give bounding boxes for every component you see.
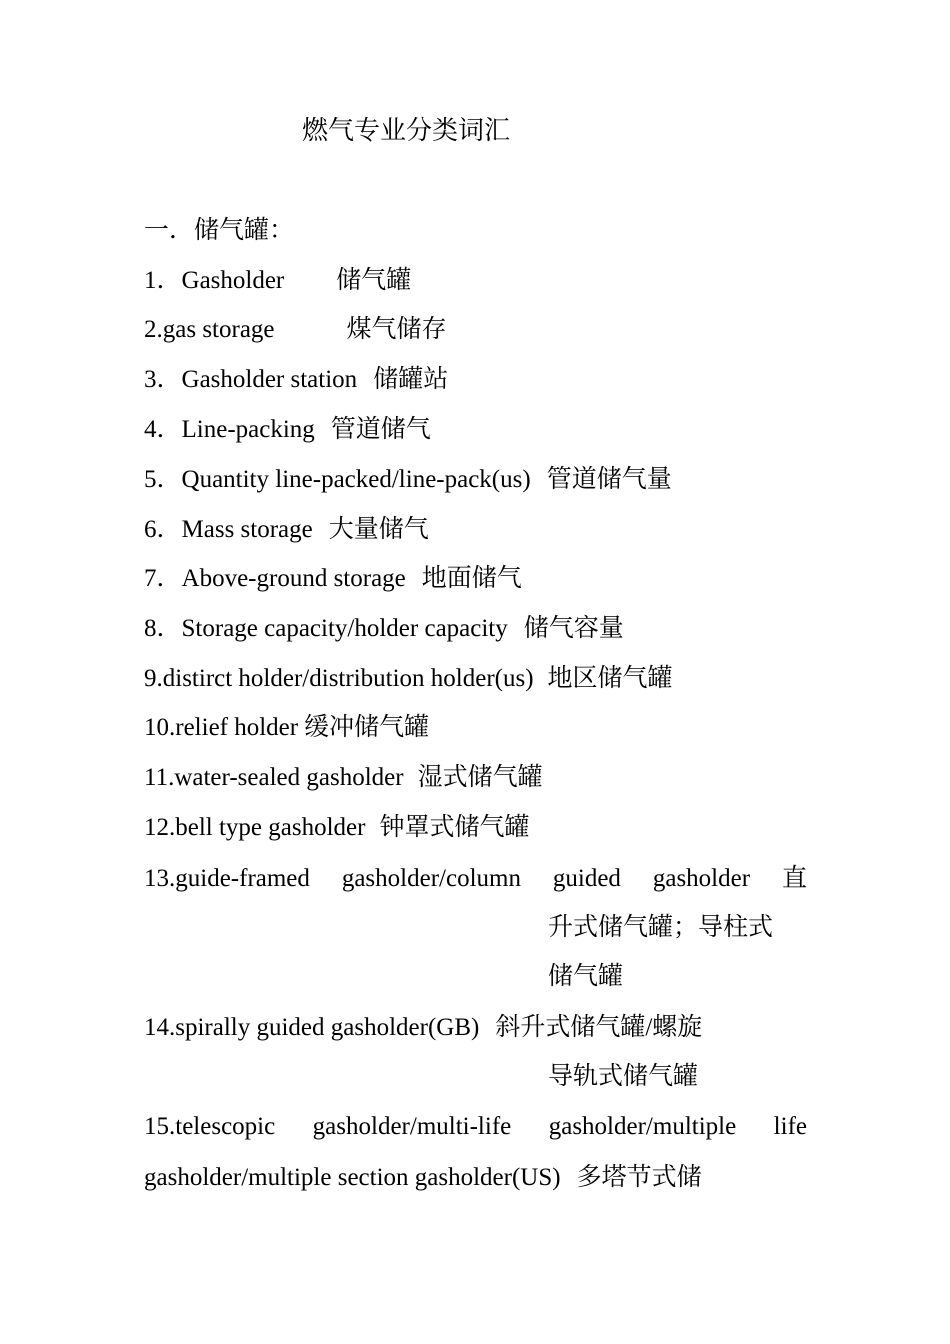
entry-term: Mass storage (181, 516, 313, 543)
list-item (144, 810, 530, 846)
entry-number: 10. (144, 714, 176, 741)
entry-translation: 管道储气 (330, 416, 431, 443)
list-item (144, 263, 411, 299)
entry-term: spirally guided gasholder(GB) (175, 1014, 480, 1041)
list-item (144, 312, 447, 348)
entry-translation: 湿式储气罐 (417, 764, 543, 791)
list-item (144, 1010, 702, 1046)
entry-translation: 管道储气量 (546, 466, 672, 493)
entry-translation: 大量储气 (328, 516, 429, 543)
entry-number: 11. (144, 764, 175, 791)
list-item (144, 861, 807, 897)
entry-number: 7． (144, 565, 182, 592)
entry-term: telescopic gasholder/multi-life gasholder/multiple life (175, 1113, 807, 1140)
entry-translation-continuation: 升式储气罐；导柱式 (548, 914, 774, 941)
document-title: 燃气专业分类词汇 (302, 116, 511, 145)
entry-translation-continuation: 导轨式储气罐 (548, 1063, 699, 1090)
entry-translation: 储气容量 (523, 615, 624, 642)
entry-number: 15. (144, 1113, 176, 1140)
entry-number: 5． (144, 466, 182, 493)
entry-term-continuation: gasholder/multiple section gasholder(US) (144, 1164, 561, 1191)
entry-term: Gasholder (181, 267, 285, 294)
entry-term: Line-packing (181, 416, 315, 443)
section-heading: 一．储气罐： (144, 217, 295, 244)
entry-term: gas storage (162, 316, 275, 343)
list-item (144, 561, 522, 597)
entry-term: guide-framed gasholder/column guided gasholder (175, 865, 751, 892)
entry-number: 12. (144, 814, 176, 841)
entry-term: Storage capacity/holder capacity (181, 615, 508, 642)
entry-term: Above-ground storage (181, 565, 406, 592)
entry-number: 6． (144, 516, 182, 543)
entry-term: Gasholder station (181, 366, 358, 393)
list-item (144, 462, 672, 498)
list-item (144, 1109, 807, 1145)
entry-number: 14. (144, 1014, 176, 1041)
entry-term: distirct holder/distribution holder(us) (162, 665, 534, 692)
entry-translation: 煤气储存 (346, 316, 447, 343)
entry-term: relief holder (175, 714, 299, 741)
entry-translation: 储气罐 (336, 267, 412, 294)
entry-translation-continuation: 储气罐 (548, 963, 624, 990)
entry-translation: 储罐站 (373, 366, 449, 393)
entry-translation: 斜升式储气罐/螺旋 (495, 1014, 703, 1041)
entry-translation: 直 (781, 865, 807, 892)
entry-term: bell type gasholder (175, 814, 366, 841)
entry-number: 4． (144, 416, 182, 443)
entry-term: water-sealed gasholder (174, 764, 404, 791)
list-item-continuation (144, 1160, 702, 1196)
entry-number: 9. (144, 665, 163, 692)
entry-translation: 地面储气 (421, 565, 522, 592)
list-item (144, 362, 448, 398)
entry-translation: 钟罩式储气罐 (379, 814, 530, 841)
list-item (144, 661, 673, 697)
entry-number: 2. (144, 316, 163, 343)
list-item (144, 412, 431, 448)
list-item (144, 512, 429, 548)
entry-number: 1． (144, 267, 182, 294)
list-item (144, 611, 624, 647)
entry-translation: 缓冲储气罐 (304, 714, 430, 741)
entry-translation: 地区储气罐 (547, 665, 673, 692)
entry-number: 8． (144, 615, 182, 642)
entry-number: 13. (144, 865, 176, 892)
list-item (144, 710, 429, 746)
list-item (144, 760, 543, 796)
entry-translation: 多塔节式储 (576, 1164, 702, 1191)
entry-term: Quantity line-packed/line-pack(us) (181, 466, 531, 493)
entry-number: 3． (144, 366, 182, 393)
